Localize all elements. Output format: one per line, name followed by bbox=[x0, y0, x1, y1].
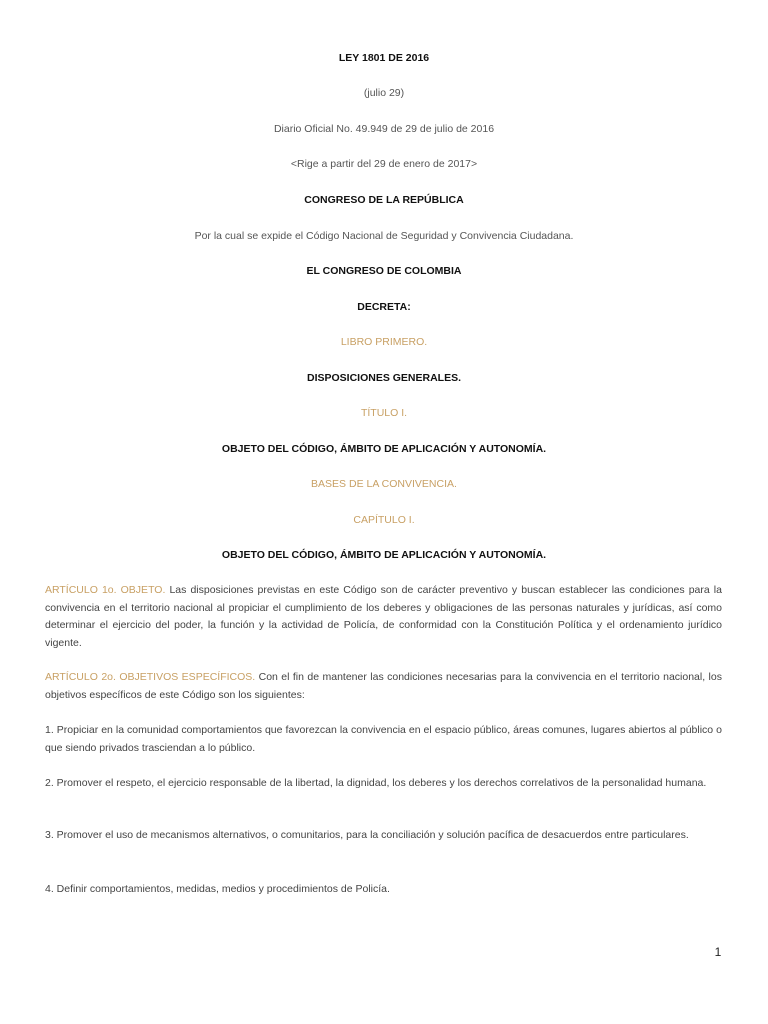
chapter-name: OBJETO DEL CÓDIGO, ÁMBITO DE APLICACIÓN Y AUTONOMÍA. bbox=[221, 549, 547, 561]
objective-item-1: 1. Propiciar en la comunidad comportamientos que favorezcan la convivencia en el espacio público, áreas comunes, lugares abiertos al público o que siendo privados trasciendan a lo público. bbox=[45, 724, 722, 754]
decree-heading: DECRETA: bbox=[357, 301, 411, 313]
objective-item-3: 3. Promover el uso de mecanismos alternativos, o comunitarios, para la conciliación y solución pacífica de desacuerdos entre particulares. bbox=[45, 829, 689, 841]
book-name: DISPOSICIONES GENERALES. bbox=[306, 372, 462, 384]
page-number: 1 bbox=[714, 945, 722, 959]
bases-heading: BASES DE LA CONVIVENCIA. bbox=[311, 478, 457, 490]
gazette-reference: Diario Oficial No. 49.949 de 29 de julio de 2016 bbox=[273, 123, 495, 135]
law-summary: Por la cual se expide el Código Nacional de Seguridad y Convivencia Ciudadana. bbox=[194, 230, 574, 242]
book-heading: LIBRO PRIMERO. bbox=[340, 336, 428, 348]
article-2-text: Con el fin de mantener las condiciones necesarias para la convivencia en el territorio nacional, los objetivos específicos de este Código son los siguientes: bbox=[45, 671, 722, 701]
article-2-paragraph bbox=[45, 669, 722, 704]
article-1-text: Las disposiciones previstas en este Código son de carácter preventivo y buscan establecer las condiciones para la convivencia en el territorio nacional al propiciar el cumplimiento de los deberes y obligaciones de las personas naturales y jurídicas, así como determinar el ejercicio del poder, la función y la actividad de Policía, de conformidad con la Constitución Política y el ordenamiento jurídico vigente. bbox=[45, 584, 722, 649]
law-title: LEY 1801 DE 2016 bbox=[338, 52, 430, 64]
objective-item-2: 2. Promover el respeto, el ejercicio responsable de la libertad, la dignidad, los deberes y los derechos correlativos de la personalidad humana. bbox=[45, 777, 707, 789]
article-1-heading: ARTÍCULO 1o. OBJETO. bbox=[45, 584, 166, 596]
title-name: OBJETO DEL CÓDIGO, ÁMBITO DE APLICACIÓN Y AUTONOMÍA. bbox=[221, 443, 547, 455]
issuer-heading: CONGRESO DE LA REPÚBLICA bbox=[304, 194, 464, 206]
title-heading: TÍTULO I. bbox=[360, 407, 408, 419]
law-date: (julio 29) bbox=[363, 87, 405, 99]
chapter-heading: CAPÍTULO I. bbox=[353, 514, 415, 526]
article-2-heading: ARTÍCULO 2o. OBJETIVOS ESPECÍFICOS. bbox=[45, 671, 256, 683]
article-1-paragraph bbox=[45, 582, 722, 652]
objective-item-4: 4. Definir comportamientos, medidas, medios y procedimientos de Policía. bbox=[45, 883, 390, 895]
effective-date-note: <Rige a partir del 29 de enero de 2017> bbox=[290, 158, 478, 170]
enacting-body: EL CONGRESO DE COLOMBIA bbox=[306, 265, 462, 277]
